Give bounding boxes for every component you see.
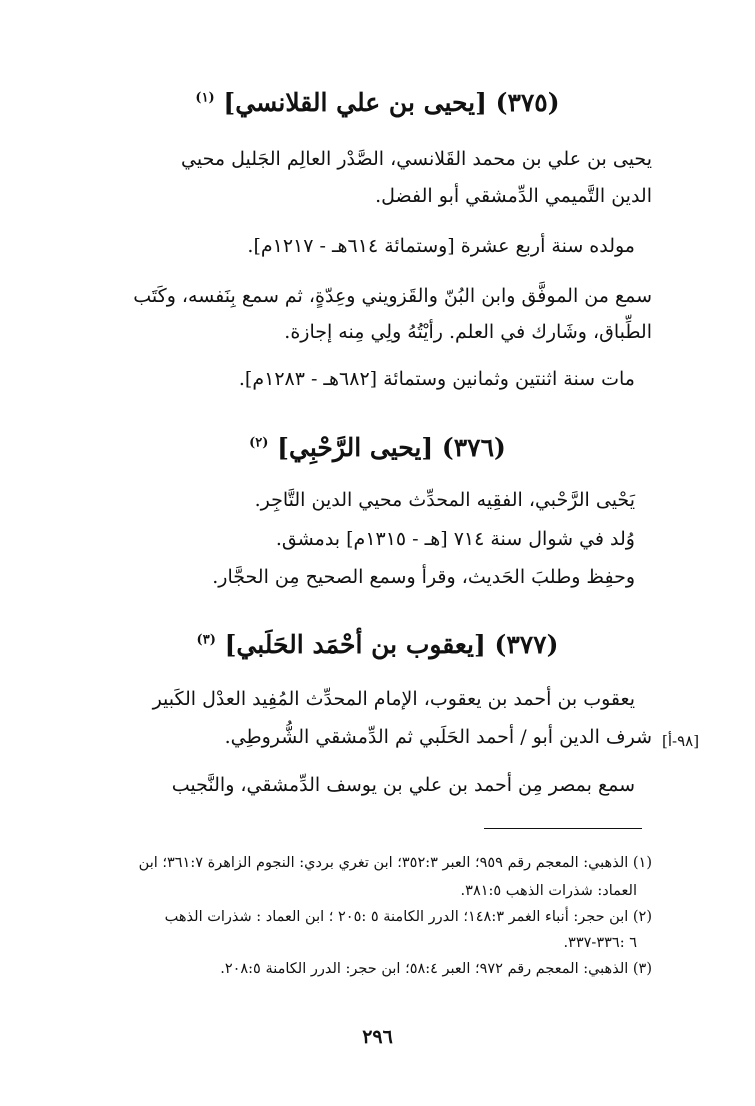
footnote-ref-1: (١) <box>195 90 215 106</box>
entry-376-line-3: وحفِظ وطلبَ الحَديث، وقرأ وسمع الصحيح مِن الحجَّار. <box>212 566 635 588</box>
footnote-separator <box>484 828 642 829</box>
entry-375-line-2: الدين التَّميمي الدِّمشقي أبو الفضل. <box>375 185 652 207</box>
footnote-2-line-1: (٢) ابن حجر: أنباء الغمر ١٤٨:٣؛ الدرر الكامنة ٥ :٢٠٥ ؛ ابن العماد : شذرات الذهب <box>164 909 652 925</box>
entry-title-375: (٣٧٥) [يحيى بن علي القلانسي] $^{(١)}$ <box>195 88 560 117</box>
entry-376-line-2: وُلد في شوال سنة ٧١٤ [هـ - ١٣١٥م] بدمشق. <box>275 528 635 550</box>
entry-title-377: (٣٧٧) [يعقوب بن أحْمَد الحَلَبي] $^{(٣)}$ <box>196 630 559 659</box>
entry-375-line-5: الطِّباق، وشَارك في العلم. رأيْتُهُ ولِي مِنه إجازة. <box>284 321 652 343</box>
footnote-3-line-1: (٣) الذهبي: المعجم رقم ٩٧٢؛ العبر ٥٨:٤؛ ابن حجر: الدرر الكامنة ٢٠٨:٥. <box>220 961 652 977</box>
footnote-2-line-2: ٦ :٣٣٦-٣٣٧. <box>563 935 637 951</box>
footnote-ref-3: (٣) <box>196 632 216 648</box>
footnote-1-line-1: (١) الذهبي: المعجم رقم ٩٥٩؛ العبر ٣٥٢:٣؛ ابن تغري بردي: النجوم الزاهرة ٣٦١:٧؛ ابن <box>138 855 652 871</box>
entry-377-line-1: يعقوب بن أحمد بن يعقوب، الإمام المحدِّث المُفِيد العدْل الكَبير <box>152 688 635 710</box>
entry-376-line-1: يَحْيى الرَّحْبي، الفقِيه المحدِّث محيي الدين التَّاجِر. <box>254 489 635 511</box>
entry-375-line-3: مولده سنة أربع عشرة [وستمائة ٦١٤هـ - ١٢١٧م]. <box>247 235 635 257</box>
entry-375-line-6: مات سنة اثنتين وثمانين وستمائة [٦٨٢هـ - ١٢٨٣م]. <box>238 368 635 390</box>
entry-375-line-1: يحيى بن علي بن محمد القَلانسي، الصَّدْر العالِم الجَليل محيي <box>181 148 652 170</box>
entry-377-line-3: سمع بمصر مِن أحمد بن علي بن يوسف الدِّمشقي، والنَّجيب <box>171 774 635 796</box>
footnote-1-line-2: العماد: شذرات الذهب ٣٨١:٥. <box>460 883 637 899</box>
entry-title-376: (٣٧٦) [يحيى الرَّحْبِي] $^{(٢)}$ <box>249 433 506 462</box>
manuscript-folio-marker: [٩٨-أ] <box>662 732 700 750</box>
footnote-ref-2: (٢) <box>249 435 269 451</box>
entry-375-line-4: سمع من الموفَّق وابن البُنّ والقَزويني وعِدّةٍ، ثم سمع بِنَفسه، وكَتَب <box>133 285 652 307</box>
entry-377-line-2: شرف الدين أبو / أحمد الحَلَبي ثم الدِّمشقي الشُّروطِي. <box>224 726 652 748</box>
page-number: ٢٩٦ <box>362 1026 393 1048</box>
